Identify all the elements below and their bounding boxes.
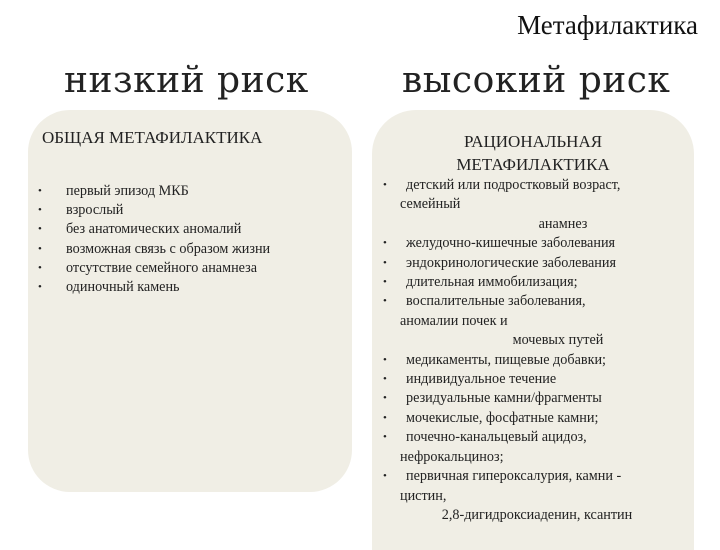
low-risk-heading: низкий риск <box>64 60 309 101</box>
bullet-icon: • <box>383 256 387 269</box>
bullet-icon: • <box>38 223 42 236</box>
list-item: • мочекислые, фосфатные камни; <box>372 409 694 428</box>
list-item: • индивидуальное течение <box>372 370 694 389</box>
list-item: • детский или подростковый возраст, семейный анамнез <box>383 177 621 232</box>
list-item: • резидуальные камни/фрагменты <box>372 389 694 408</box>
general-metaphylaxis-title: ОБЩАЯ МЕТАФИЛАКТИКА <box>42 128 263 147</box>
bullet-icon: • <box>383 373 387 386</box>
bullet-icon: • <box>383 470 387 483</box>
list-item: • воспалительные заболевания, аномалии почек и мочевых путей <box>383 293 604 349</box>
list-item: • медикаменты, пищевые добавки; <box>372 351 694 370</box>
bullet-icon: • <box>383 179 387 191</box>
bullet-icon: • <box>383 411 387 424</box>
list-item: • возможная связь с образом жизни <box>28 240 352 259</box>
list-item: • желудочно-кишечные заболевания <box>372 234 694 253</box>
bullet-icon: • <box>383 392 387 405</box>
list-item: • взрослый <box>28 201 352 220</box>
list-item: • первичная гипероксалурия, камни - цистин, 2,8-дигидроксиаденин, ксантин <box>383 468 633 523</box>
list-item: • отсутствие семейного анамнеза <box>28 259 352 278</box>
slide-title: Метафилактика <box>517 10 698 40</box>
low-risk-panel <box>28 110 352 492</box>
bullet-icon: • <box>38 204 42 217</box>
high-risk-list <box>372 176 694 525</box>
bullet-icon: • <box>383 237 387 250</box>
bullet-icon: • <box>38 185 42 197</box>
list-item: • одиночный камень <box>28 278 352 297</box>
bullet-icon: • <box>383 295 387 308</box>
list-item: • первый эпизод МКБ <box>28 182 352 201</box>
bullet-icon: • <box>383 431 387 444</box>
bullet-icon: • <box>383 276 387 289</box>
bullet-icon: • <box>38 281 42 294</box>
bullet-icon: • <box>383 353 387 366</box>
rational-metaphylaxis-title: РАЦИОНАЛЬНАЯ МЕТАФИЛАКТИКА <box>456 132 610 174</box>
bullet-icon: • <box>38 261 42 274</box>
high-risk-heading: высокий риск <box>402 60 671 101</box>
list-item: • длительная иммобилизация; <box>372 273 694 292</box>
bullet-icon: • <box>38 242 42 255</box>
high-risk-panel <box>372 110 694 550</box>
list-item: • эндокринологические заболевания <box>372 254 694 273</box>
low-risk-list <box>28 182 352 297</box>
list-item: • без анатомических аномалий <box>28 220 352 239</box>
list-item: • почечно-канальцевый ацидоз, нефрокальциноз; <box>383 429 587 465</box>
